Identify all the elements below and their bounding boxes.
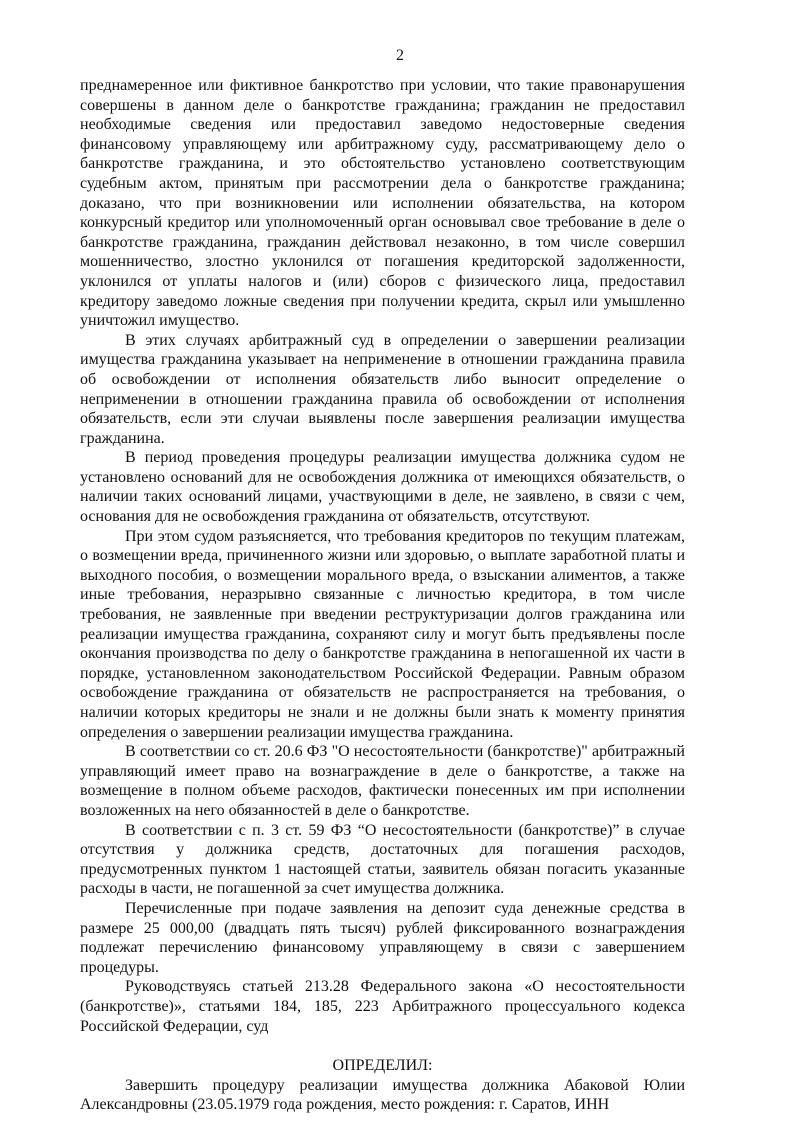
paragraph: Руководствуясь статьей 213.28 Федерального закона «О несостоятельности (банкротстве)», статьями 184, 185, 223 Арбитражного процессуального кодекса Российской Федерации, суд [80,978,685,1035]
section-heading: ОПРЕДЕЛИЛ: [332,1057,433,1075]
paragraph: В соответствии с п. 3 ст. 59 ФЗ “О несостоятельности (банкротстве)” в случае отсутствия у должника средств, достаточных для погашения расходов, предусмотренных пунктом 1 настоящей статьи, заявитель обязан погасить указанные расходы в части, не погашенной за счет имущества должника. [80,821,685,898]
page-number: 2 [396,47,404,64]
paragraph: В период проведения процедуры реализации имущества должника судом не установлено оснований для не освобождения должника от имеющихся обязательств, о наличии таких оснований лицами, участвующими в деле, не заявлено, в связи с чем, основания для не освобождения гражданина от обязательств, отсутствуют. [80,449,685,526]
paragraph: Перечисленные при подаче заявления на депозит суда денежные средства в размере 25 000,00 (двадцать пять тысяч) рублей фиксированного вознаграждения подлежат перечислению финансовому управляющему в связи с завершением процедуры. [80,899,685,976]
paragraph: При этом судом разъясняется, что требования кредиторов по текущим платежам, о возмещении вреда, причиненного жизни или здоровью, о выплате заработной платы и выходного пособия, о возмещении морального вреда, о взыскании алиментов, а также иные требования, неразрывно связанные с личностью кредитора, в том числе требования, не заявленные при введении реструктуризации долгов гражданина или реализации имущества гражданина, сохраняют силу и могут быть предъявлены после окончания производства по делу о банкротстве гражданина в непогашенной их части в порядке, установленном законодательством Российской Федерации. Равным образом освобождение гражданина от обязательств не распространяется на требования, о наличии которых кредиторы не знали и не должны были знать к моменту принятия определения о завершении реализации имущества гражданина. [80,527,685,741]
document-body [80,76,685,1115]
paragraph-continuation: преднамеренное или фиктивное банкротство при условии, что такие правонарушения совершены в данном деле о банкротстве гражданина; гражданин не предоставил необходимые сведения или предоставил заведомо недостоверные сведения финансовому управляющему или арбитражному суду, рассматривающему дело о банкротстве гражданина, и это обстоятельство установлено соответствующим судебным актом, принятым при рассмотрении дела о банкротстве гражданина; доказано, что при возникновении или исполнении обязательства, на котором конкурсный кредитор или уполномоченный орган основывал свое требование в деле о банкротстве гражданина, гражданин действовал незаконно, в том числе совершил мошенничество, злостно уклонился от погашения кредиторской задолженности, уклонился от уплаты налогов и (или) сборов с физического лица, предоставил кредитору заведомо ложные сведения при получении кредита, скрыл или умышленно уничтожил имущество. [80,77,685,330]
paragraph: В этих случаях арбитражный суд в определении о завершении реализации имущества гражданина указывает на неприменение в отношении гражданина правила об освобождении от исполнения обязательств либо выносит определение о неприменении в отношении гражданина правила об освобождении от исполнения обязательств, если эти случаи выявлены после завершения реализации имущества гражданина. [80,331,685,447]
final-paragraph: Завершить процедуру реализации имущества должника Абаковой Юлии Александровны (23.05.1979 года рождения, место рождения: г. Саратов, ИНН [80,1076,685,1114]
paragraph: В соответствии со ст. 20.6 ФЗ "О несостоятельности (банкротстве)" арбитражный управляющий имеет право на вознаграждение в деле о банкротстве, а также на возмещение в полном объеме расходов, фактически понесенных им при исполнении возложенных на него обязанностей в деле о банкротстве. [80,743,685,819]
